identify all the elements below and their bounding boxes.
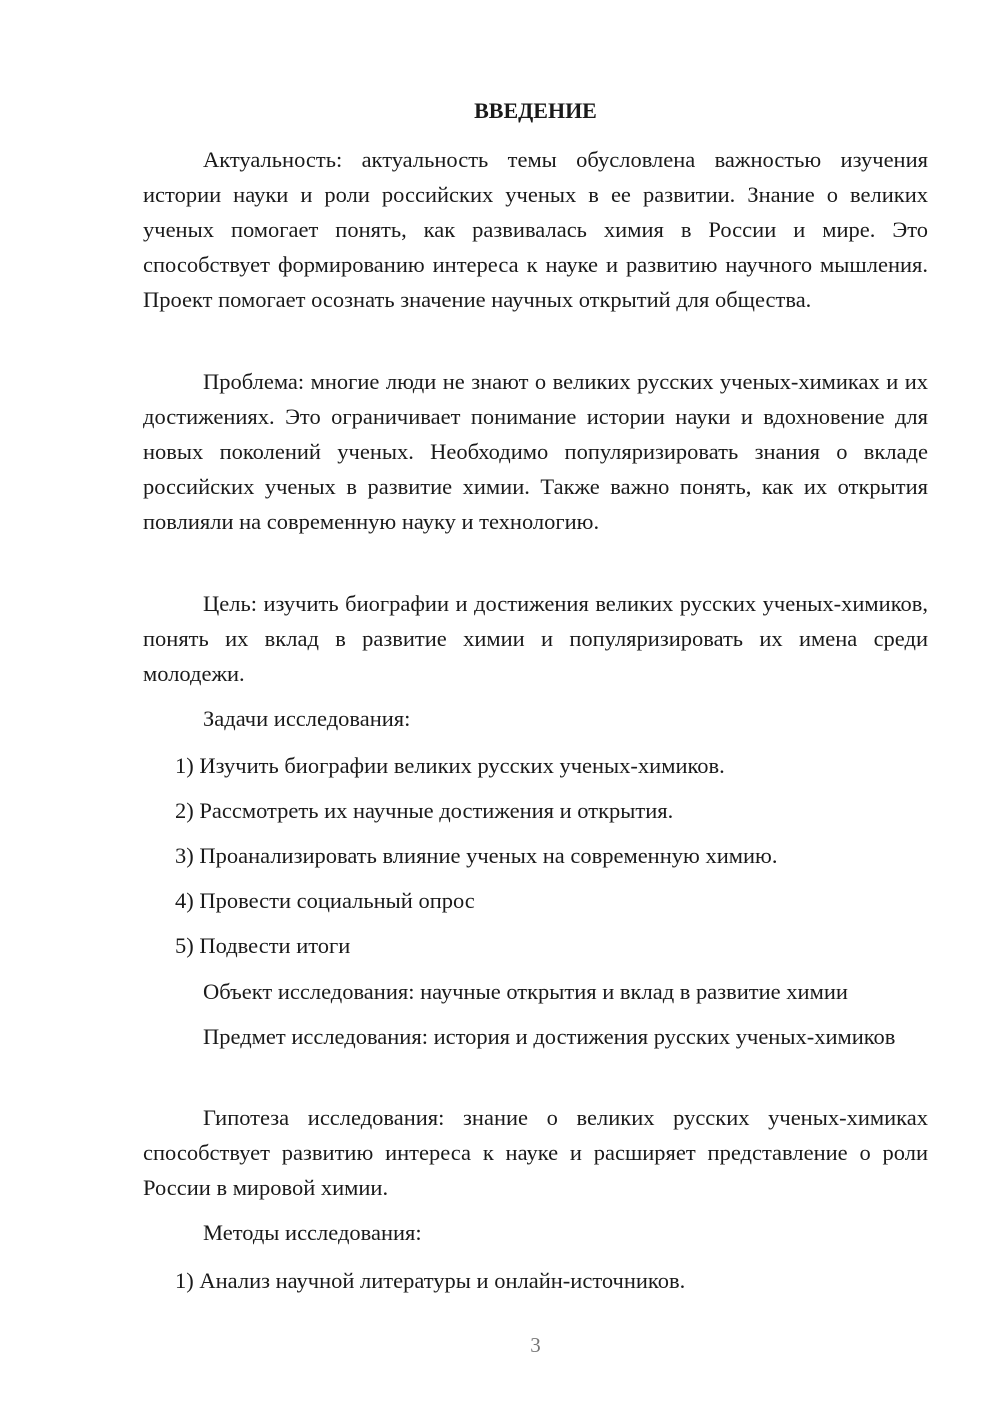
task-item: 1) Изучить биографии великих русских ученых-химиков. bbox=[175, 753, 725, 778]
subject-paragraph: Предмет исследования: история и достижения русских ученых-химиков bbox=[203, 1024, 896, 1049]
tasks-heading: Задачи исследования: bbox=[203, 706, 411, 731]
method-item: 1) Анализ научной литературы и онлайн-источников. bbox=[175, 1268, 686, 1293]
task-item: 3) Проанализировать влияние ученых на современную химию. bbox=[175, 843, 778, 868]
task-item: 2) Рассмотреть их научные достижения и открытия. bbox=[175, 798, 674, 823]
page-number: 3 bbox=[530, 1333, 541, 1357]
relevance-paragraph: Актуальность: актуальность темы обусловлена важностью изучения истории науки и роли российских ученых в ее развитии. Знание о великих ученых помогает понять, как развивалась химия в России и мире. Это способствует формированию интереса к науке и развитию научного мышления. Проект помогает осознать значение научных открытий для общества. bbox=[143, 147, 928, 312]
page-title: ВВЕДЕНИЕ bbox=[474, 98, 597, 123]
methods-heading: Методы исследования: bbox=[203, 1220, 422, 1245]
problem-paragraph: Проблема: многие люди не знают о великих русских ученых-химиках и их достижениях. Это ограничивает понимание истории науки и вдохновение для новых поколений ученых. Необходимо популяризировать знания о вкладе российских ученых в развитие химии. Также важно понять, как их открытия повлияли на современную науку и технологию. bbox=[143, 369, 928, 534]
document-page bbox=[143, 0, 928, 1414]
object-line: Объект исследования: научные открытия и вклад в развитие химии bbox=[203, 979, 848, 1004]
hypothesis-paragraph: Гипотеза исследования: знание о великих русских ученых-химиках способствует развитию интереса к науке и расширяет представление о роли России в мировой химии. bbox=[143, 1105, 928, 1200]
task-item: 4) Провести социальный опрос bbox=[175, 888, 475, 913]
goal-paragraph: Цель: изучить биографии и достижения великих русских ученых-химиков, понять их вклад в развитие химии и популяризировать их имена среди молодежи. bbox=[143, 591, 928, 686]
task-item: 5) Подвести итоги bbox=[175, 933, 351, 958]
